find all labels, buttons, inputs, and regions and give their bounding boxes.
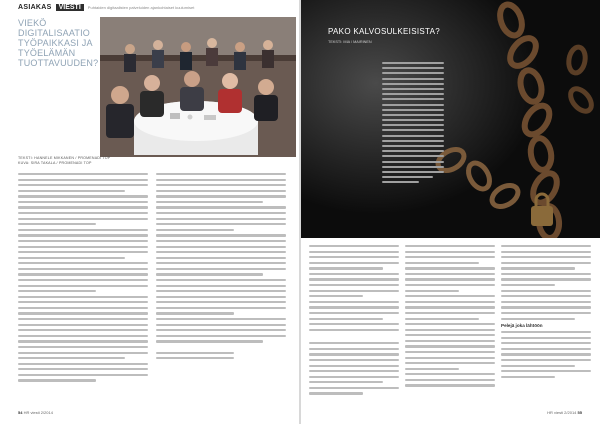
- right-page: [301, 0, 600, 424]
- right-column-2: [405, 245, 495, 390]
- section-header: [18, 4, 194, 14]
- page-footer-right: [547, 410, 582, 415]
- section-tag: VIESTI: [56, 4, 84, 11]
- event-photo: [100, 17, 296, 157]
- magazine-name-right: HR viesti 2/2014: [547, 410, 577, 415]
- right-column-3: [501, 245, 591, 381]
- left-page: [0, 0, 299, 424]
- article-headline-right: PAKO KALVOSULKEISISTA?: [328, 27, 440, 36]
- body-column-1: [18, 173, 148, 385]
- section-label: ASIAKAS: [18, 4, 52, 11]
- magazine-name: HR viesti 2/2014: [23, 410, 53, 415]
- subheading-games: Pelejä joka lähtöön: [501, 323, 543, 329]
- photo-credit: KUVA: SIRA TAKALA / PROMENADI TOP: [18, 161, 92, 165]
- section-tagline: Puhtaiden digitaalisten palveluiden ajankohtaiset kuulumiset: [87, 5, 195, 10]
- article-headline: VIEKÖ DIGITALISAATIO TYÖPAIKKASI JA TYÖELÄMÄN TUOTTAVUUDEN?: [18, 18, 99, 68]
- page-footer-left: [18, 410, 53, 415]
- photo-credits: [18, 156, 110, 166]
- body-column-2: [156, 173, 286, 363]
- article-credit-right: TEKSTI: MIA / MAIRINEN: [328, 40, 372, 44]
- page-number-right: 55: [577, 410, 582, 415]
- page-number: 54: [18, 410, 23, 415]
- text-credit: TEKSTI: HANNELE MIKKANEN / PROMENADI TOP: [18, 156, 111, 160]
- right-column-1: [309, 245, 399, 398]
- subheading-1: [309, 334, 399, 339]
- article-lede: [382, 62, 444, 187]
